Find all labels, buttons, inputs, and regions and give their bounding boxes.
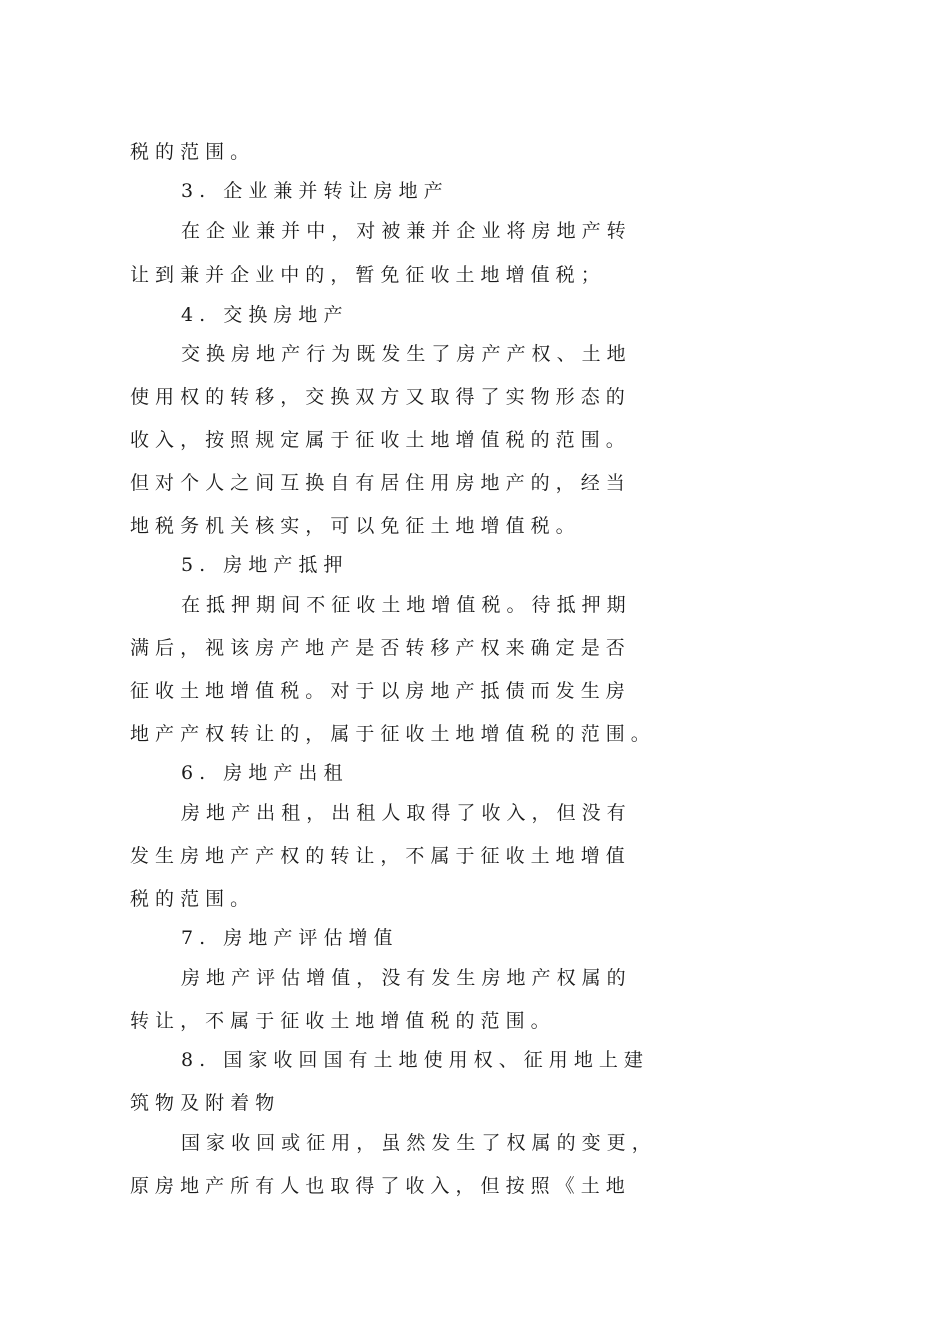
text-line: 税 的 范 围 。 — [130, 141, 250, 163]
text-line: 国 家 收 回 或 征 用 ， 虽 然 发 生 了 权 属 的 变 更 ， — [181, 1132, 651, 1154]
section-heading-3: 3 . 企 业 兼 并 转 让 房 地 产 — [181, 180, 443, 202]
text-line: 地 产 产 权 转 让 的 ， 属 于 征 收 土 地 增 值 税 的 范 围 。 — [130, 723, 650, 745]
text-line: 房 地 产 出 租 ， 出 租 人 取 得 了 收 入 ， 但 没 有 — [181, 802, 626, 824]
text-line: 筑 物 及 附 着 物 — [130, 1092, 275, 1114]
section-heading-4: 4 . 交 换 房 地 产 — [181, 304, 343, 326]
text-line: 交 换 房 地 产 行 为 既 发 生 了 房 产 产 权 、 土 地 — [181, 343, 626, 365]
text-line: 发 生 房 地 产 产 权 的 转 让 ， 不 属 于 征 收 土 地 增 值 — [130, 845, 625, 867]
section-heading-8: 8 . 国 家 收 回 国 有 土 地 使 用 权 、 征 用 地 上 建 — [181, 1049, 643, 1071]
text-line: 税 的 范 围 。 — [130, 888, 250, 910]
section-heading-5: 5 . 房 地 产 抵 押 — [181, 554, 343, 576]
text-line: 收 入 ， 按 照 规 定 属 于 征 收 土 地 增 值 税 的 范 围 。 — [130, 429, 625, 451]
text-line: 在 抵 押 期 间 不 征 收 土 地 增 值 税 。 待 抵 押 期 — [181, 594, 626, 616]
section-heading-6: 6 . 房 地 产 出 租 — [181, 762, 343, 784]
text-line: 让 到 兼 并 企 业 中 的 ， 暂 免 征 收 土 地 增 值 税 ； — [130, 264, 600, 286]
section-heading-7: 7 . 房 地 产 评 估 增 值 — [181, 927, 393, 949]
text-line: 房 地 产 评 估 增 值 ， 没 有 发 生 房 地 产 权 属 的 — [181, 967, 626, 989]
text-line: 地 税 务 机 关 核 实 ， 可 以 免 征 土 地 增 值 税 。 — [130, 515, 575, 537]
text-line: 但 对 个 人 之 间 互 换 自 有 居 住 用 房 地 产 的 ， 经 当 — [130, 472, 625, 494]
text-line: 满 后 ， 视 该 房 产 地 产 是 否 转 移 产 权 来 确 定 是 否 — [130, 637, 625, 659]
text-line: 使 用 权 的 转 移 ， 交 换 双 方 又 取 得 了 实 物 形 态 的 — [130, 386, 625, 408]
text-line: 原 房 地 产 所 有 人 也 取 得 了 收 入 ， 但 按 照 《 土 地 — [130, 1175, 625, 1197]
text-line: 征 收 土 地 增 值 税 。 对 于 以 房 地 产 抵 债 而 发 生 房 — [130, 680, 625, 702]
text-line: 转 让 ， 不 属 于 征 收 土 地 增 值 税 的 范 围 。 — [130, 1010, 550, 1032]
text-line: 在 企 业 兼 并 中 ， 对 被 兼 并 企 业 将 房 地 产 转 — [181, 220, 626, 242]
